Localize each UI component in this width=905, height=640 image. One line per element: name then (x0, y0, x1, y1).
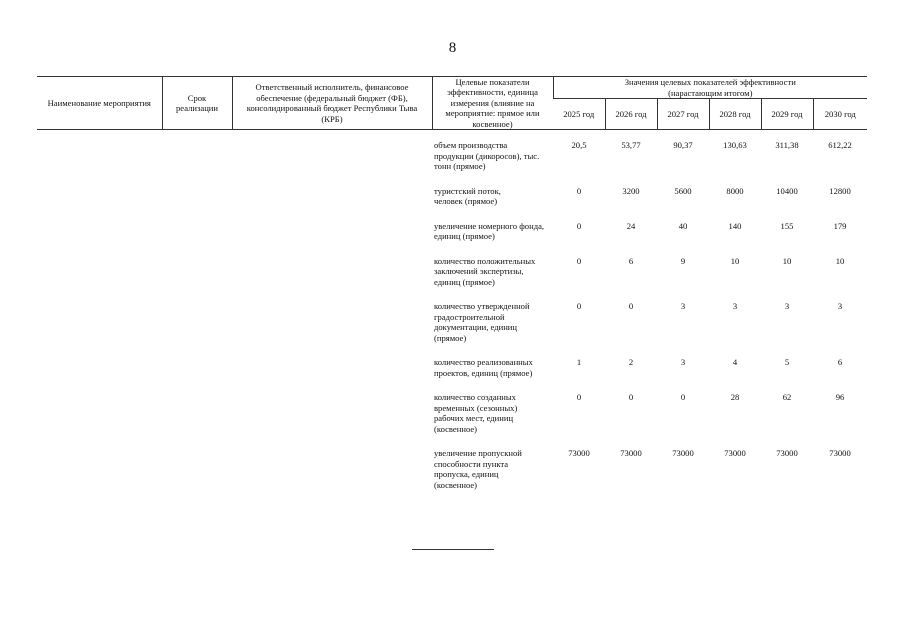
header-responsible: Ответственный исполнитель, финансовое обеспечение (федеральный бюджет (ФБ), консолидированный бюджет Республики Тыва (КРБ) (232, 77, 432, 130)
value-cell: 0 (576, 255, 582, 266)
cell-name (37, 130, 162, 186)
value-cell: 10400 (776, 185, 798, 196)
table-row (37, 301, 867, 357)
table-row (37, 392, 867, 448)
indicator-cell: количество реализованных проектов, единиц (прямое) (434, 357, 533, 378)
header-values-group: Значения целевых показателей эффективности (нарастающим итогом) (553, 77, 867, 99)
value-cell: 2 (628, 357, 634, 368)
value-cell: 0 (576, 392, 582, 403)
indicator-cell: количество утвержденной градостроительной документации, единиц (прямое) (434, 301, 530, 343)
value-cell: 24 (626, 220, 636, 231)
value-cell: 40 (678, 220, 688, 231)
header-year-2030: 2030 год (813, 99, 867, 130)
value-cell: 0 (576, 185, 582, 196)
value-cell: 90,37 (673, 140, 693, 151)
value-cell: 4 (732, 357, 738, 368)
value-cell: 73000 (620, 448, 642, 459)
value-cell: 0 (628, 392, 634, 403)
value-cell: 3 (784, 301, 790, 312)
value-cell: 179 (833, 220, 847, 231)
value-cell: 73000 (672, 448, 694, 459)
value-cell: 155 (780, 220, 794, 231)
value-cell: 10 (835, 255, 845, 266)
indicators-table (37, 76, 867, 504)
value-cell: 0 (680, 392, 686, 403)
header-year-2028: 2028 год (709, 99, 761, 130)
value-cell: 140 (728, 220, 742, 231)
value-cell: 311,38 (775, 140, 799, 151)
footnote-divider (412, 549, 494, 550)
value-cell: 10 (782, 255, 792, 266)
value-cell: 8000 (726, 185, 744, 196)
value-cell: 73000 (568, 448, 590, 459)
table-row (37, 221, 867, 256)
value-cell: 9 (680, 255, 686, 266)
value-cell: 3200 (622, 185, 640, 196)
value-cell: 130,63 (723, 140, 747, 151)
table-row (37, 130, 867, 186)
header-term: Срок реализации (162, 77, 232, 130)
indicator-cell: количество положительных заключений экспертизы, единиц (прямое) (434, 255, 536, 287)
indicator-cell: увеличение пропускной способности пункта пропуска, единиц (косвенное) (434, 448, 522, 490)
cell-responsible (232, 130, 432, 186)
value-cell: 62 (782, 392, 792, 403)
value-cell: 73000 (776, 448, 798, 459)
header-year-2025: 2025 год (553, 99, 605, 130)
header-year-2027: 2027 год (657, 99, 709, 130)
value-cell: 20,5 (571, 140, 587, 151)
value-cell: 12800 (829, 185, 851, 196)
value-cell: 96 (835, 392, 845, 403)
value-cell: 3 (680, 357, 686, 368)
value-cell: 0 (576, 220, 582, 231)
value-cell: 3 (732, 301, 738, 312)
table-row (37, 357, 867, 392)
value-cell: 53,77 (621, 140, 641, 151)
table-row (37, 186, 867, 221)
header-name: Наименование мероприятия (37, 77, 162, 130)
value-cell: 6 (628, 255, 634, 266)
value-cell: 28 (730, 392, 740, 403)
value-cell: 6 (837, 357, 843, 368)
table-row (37, 448, 867, 504)
value-cell: 3 (680, 301, 686, 312)
value-cell: 10 (730, 255, 740, 266)
page-number: 8 (448, 40, 457, 56)
value-cell: 73000 (724, 448, 746, 459)
cell-term (162, 130, 232, 186)
value-cell: 1 (576, 357, 582, 368)
indicator-cell: количество созданных временных (сезонных) рабочих мест, единиц (косвенное) (434, 392, 518, 434)
value-cell: 612,22 (828, 140, 852, 151)
value-cell: 5600 (674, 185, 692, 196)
indicator-cell: объем производства продукции (дикоросов), тыс. тонн (прямое) (434, 140, 540, 172)
value-cell: 73000 (829, 448, 851, 459)
value-cell: 0 (576, 301, 582, 312)
header-indicators: Целевые показатели эффективности, единица измерения (влияние на мероприятие: прямое или косвенное) (432, 77, 553, 130)
header-year-2029: 2029 год (761, 99, 813, 130)
indicator-cell: увеличение номерного фонда, единиц (прямое) (434, 220, 545, 242)
header-year-2026: 2026 год (605, 99, 657, 130)
table-row (37, 256, 867, 301)
value-cell: 0 (628, 301, 634, 312)
value-cell: 3 (837, 301, 843, 312)
indicator-cell: туристский поток, человек (прямое) (434, 185, 501, 207)
value-cell: 5 (784, 357, 790, 368)
